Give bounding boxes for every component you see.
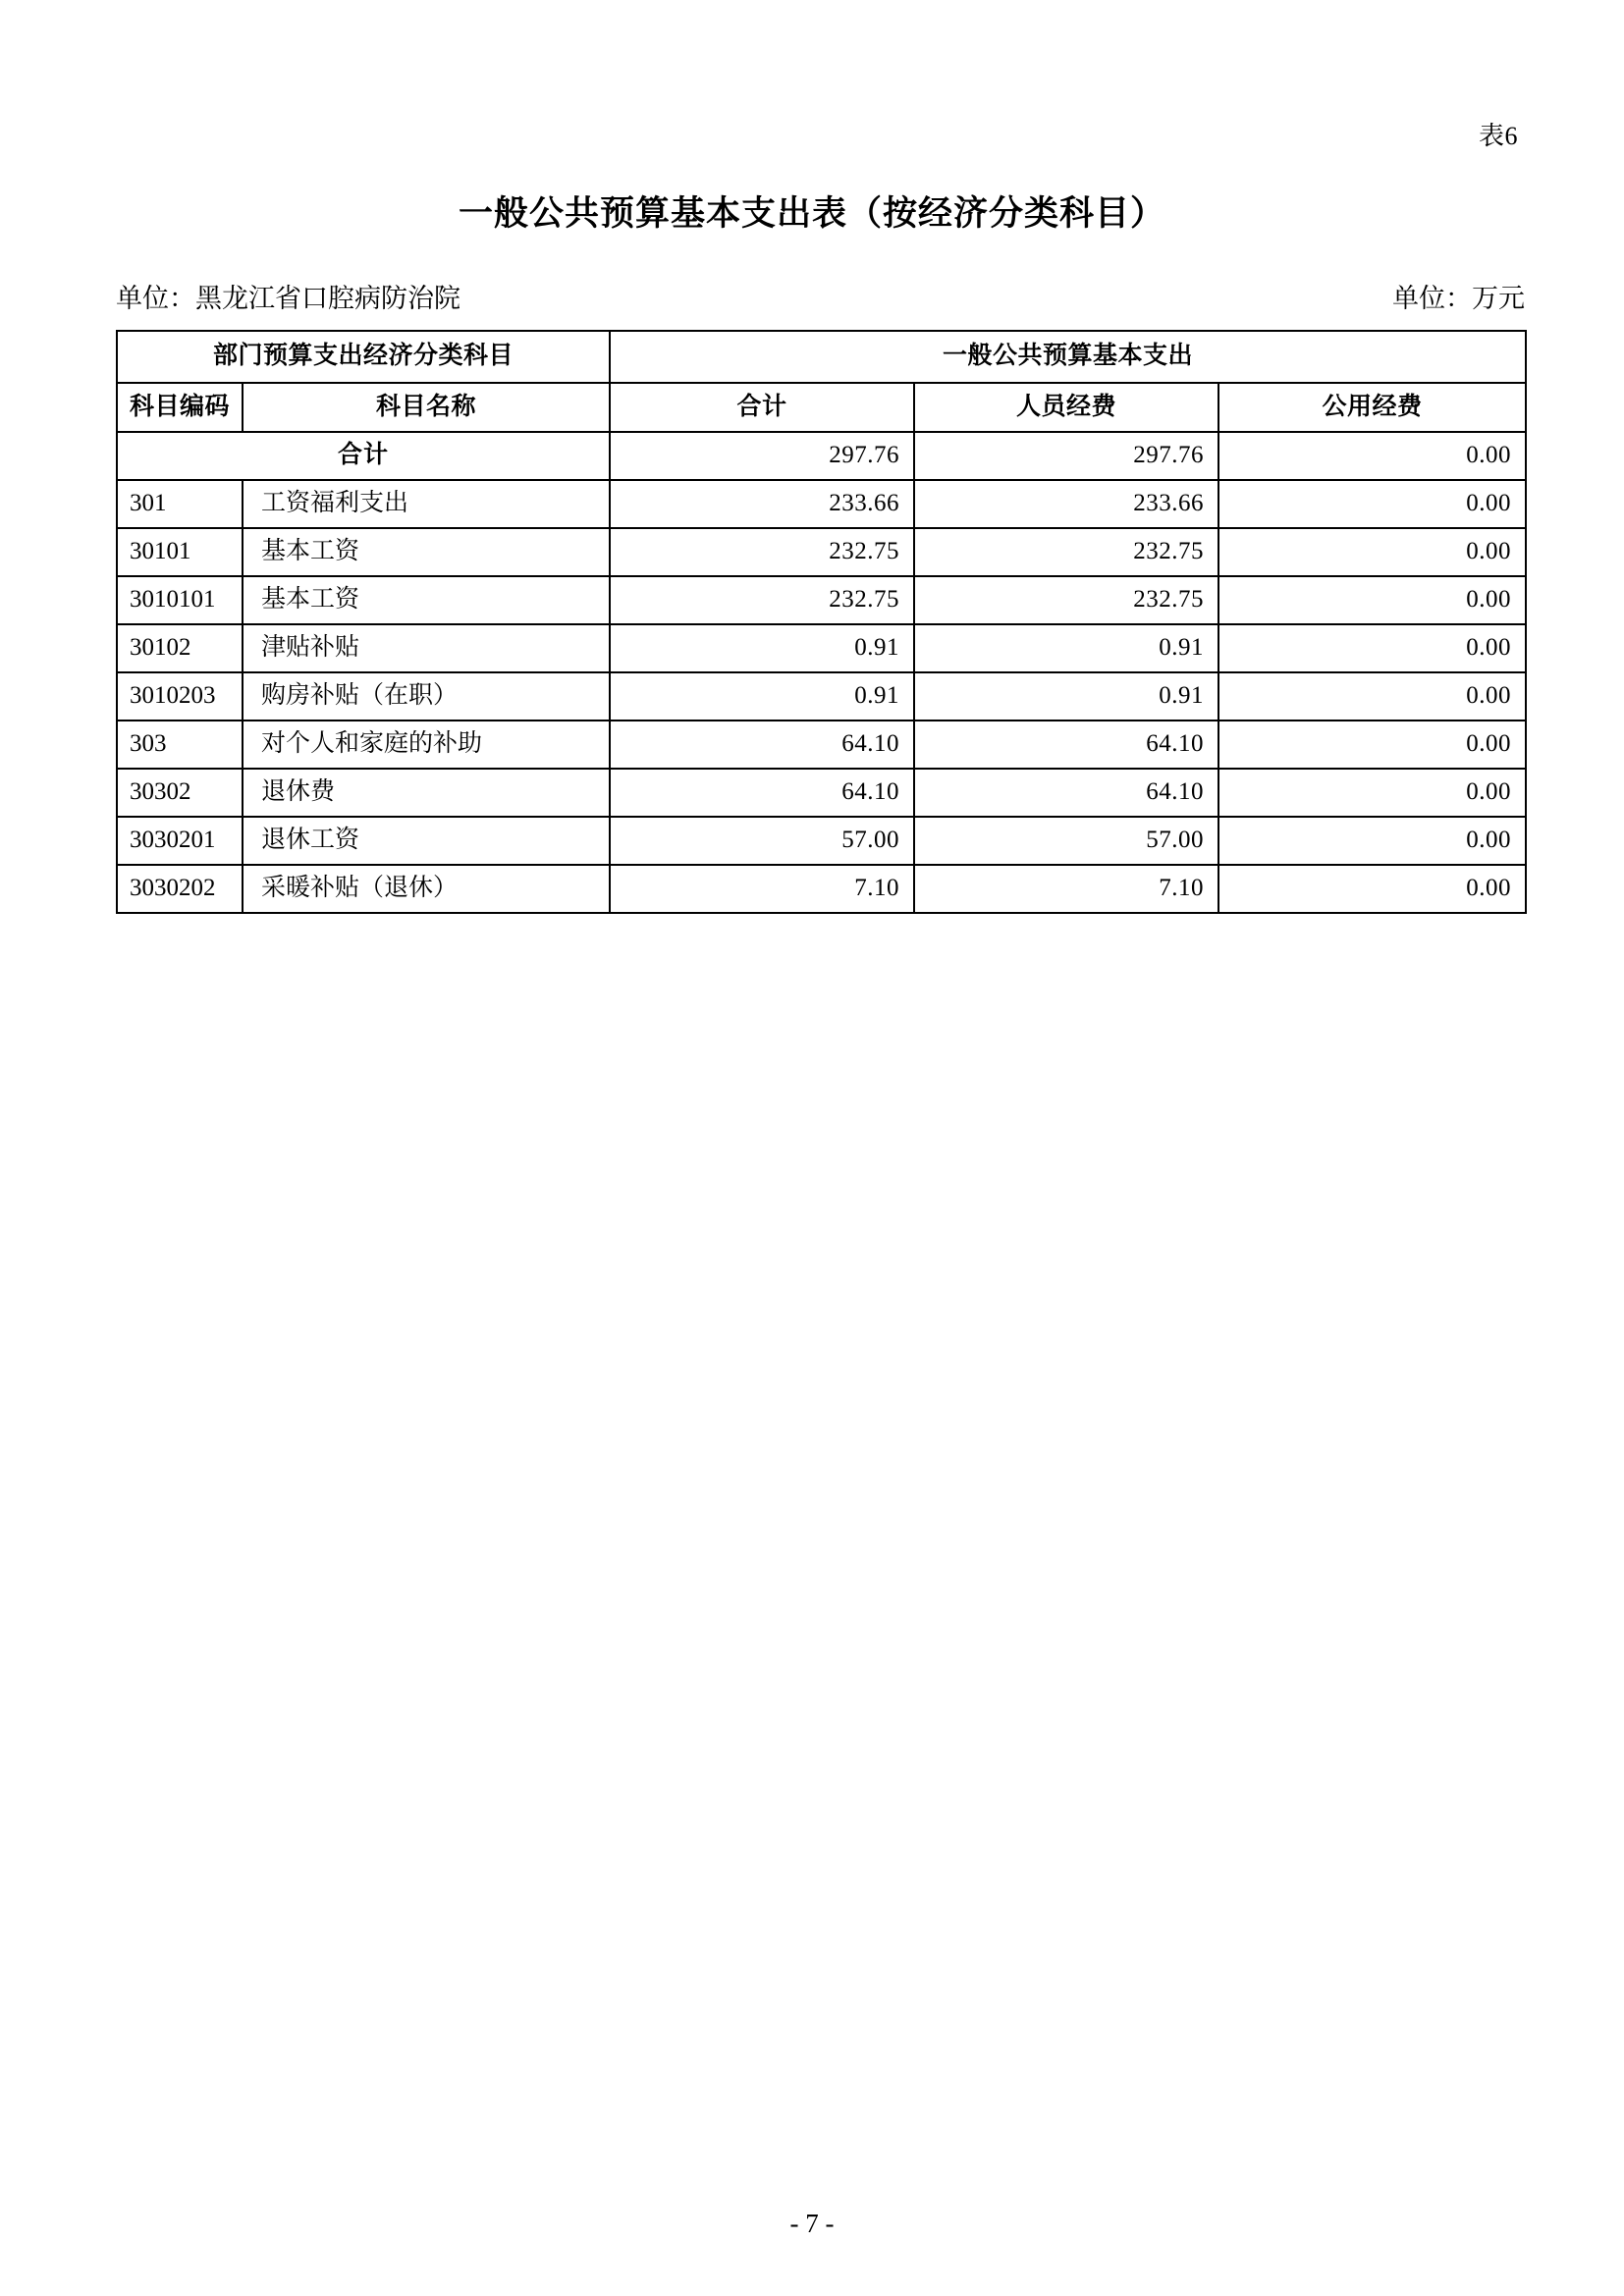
table-row [117,528,1526,576]
row-name: 退休费 [243,769,610,817]
table-row [117,432,1526,480]
row-total: 64.10 [610,721,914,769]
row-code: 3010203 [117,672,243,721]
row-personnel: 0.91 [914,624,1218,672]
row-code: 3030201 [117,817,243,865]
row-total: 232.75 [610,576,914,624]
row-personnel: 7.10 [914,865,1218,913]
row-total: 64.10 [610,769,914,817]
row-total: 297.76 [610,432,914,480]
row-name: 工资福利支出 [243,480,610,528]
table-header-column-row [117,383,1526,432]
row-public: 0.00 [1218,672,1526,721]
row-total: 57.00 [610,817,914,865]
header-col-personnel: 人员经费 [914,383,1218,432]
header-subject-group: 部门预算支出经济分类科目 [117,331,610,383]
table-row [117,672,1526,721]
row-name: 津贴补贴 [243,624,610,672]
header-col-code: 科目编码 [117,383,243,432]
row-total: 0.91 [610,624,914,672]
row-public: 0.00 [1218,817,1526,865]
row-name: 采暖补贴（退休） [243,865,610,913]
row-total: 0.91 [610,672,914,721]
organization-name: 单位：黑龙江省口腔病防治院 [116,284,460,313]
row-personnel: 0.91 [914,672,1218,721]
row-public: 0.00 [1218,769,1526,817]
sheet-tag: 表6 [1478,122,1518,150]
row-code: 30101 [117,528,243,576]
table-row [117,721,1526,769]
budget-table [116,330,1527,914]
row-code: 30302 [117,769,243,817]
table-header-group-row [117,331,1526,383]
row-public: 0.00 [1218,432,1526,480]
row-personnel: 64.10 [914,769,1218,817]
header-col-public: 公用经费 [1218,383,1526,432]
row-name: 退休工资 [243,817,610,865]
header-col-total: 合计 [610,383,914,432]
row-name: 基本工资 [243,576,610,624]
row-personnel: 233.66 [914,480,1218,528]
page-number: - 7 - [789,2209,835,2238]
row-public: 0.00 [1218,480,1526,528]
page-title: 一般公共预算基本支出表（按经济分类科目） [458,194,1165,233]
row-public: 0.00 [1218,528,1526,576]
row-total: 7.10 [610,865,914,913]
row-total: 233.66 [610,480,914,528]
row-personnel: 232.75 [914,528,1218,576]
row-name: 对个人和家庭的补助 [243,721,610,769]
table-row [117,480,1526,528]
table-row [117,624,1526,672]
row-public: 0.00 [1218,624,1526,672]
row-personnel: 297.76 [914,432,1218,480]
row-public: 0.00 [1218,865,1526,913]
row-personnel: 64.10 [914,721,1218,769]
unit-line [116,283,1525,316]
row-name: 基本工资 [243,528,610,576]
row-code: 303 [117,721,243,769]
row-total: 232.75 [610,528,914,576]
table-body [117,432,1526,913]
row-code: 3030202 [117,865,243,913]
table-row [117,865,1526,913]
row-code: 30102 [117,624,243,672]
row-name: 购房补贴（在职） [243,672,610,721]
row-code: 3010101 [117,576,243,624]
header-col-name: 科目名称 [243,383,610,432]
header-expenditure-group: 一般公共预算基本支出 [610,331,1526,383]
table-row [117,769,1526,817]
row-total-label: 合计 [117,432,610,480]
row-code: 301 [117,480,243,528]
row-personnel: 232.75 [914,576,1218,624]
row-public: 0.00 [1218,721,1526,769]
table-header [117,331,1526,432]
table-row [117,817,1526,865]
row-public: 0.00 [1218,576,1526,624]
amount-unit: 单位：万元 [1392,284,1525,313]
row-personnel: 57.00 [914,817,1218,865]
table-row [117,576,1526,624]
